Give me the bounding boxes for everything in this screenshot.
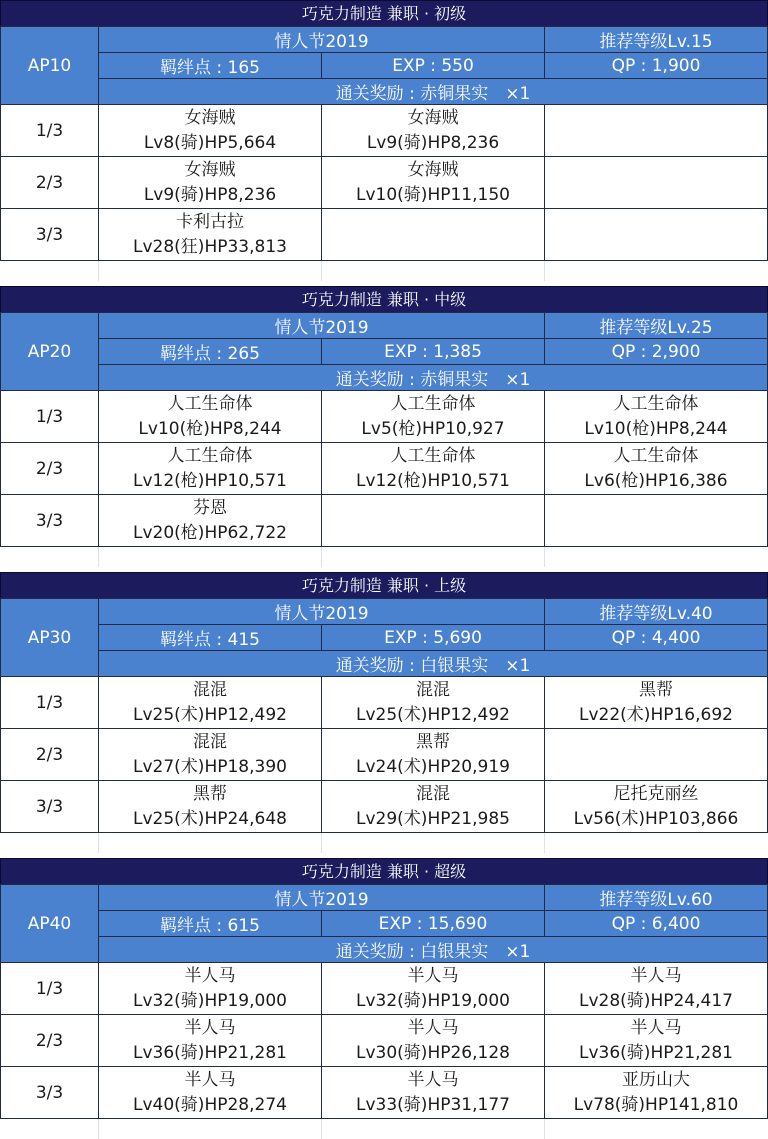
wave-label: 2/3 xyxy=(0,1014,99,1067)
enemy-stats: Lv5(枪)HP10,927 xyxy=(361,418,505,439)
exp-reward: EXP : 15,690 xyxy=(321,910,545,937)
enemy-stats: Lv6(枪)HP16,386 xyxy=(584,470,728,491)
quest-section xyxy=(0,858,768,1120)
quest-title: 巧克力制造 兼职 · 中级 xyxy=(0,286,768,314)
recommended-level: 推荐等级Lv.40 xyxy=(544,598,768,625)
wave-label: 3/3 xyxy=(0,208,99,261)
enemy-cell xyxy=(544,494,768,547)
enemy-stats: Lv10(枪)HP8,244 xyxy=(138,418,282,439)
enemy-stats: Lv12(枪)HP10,571 xyxy=(133,470,287,491)
enemy-name: 女海贼 xyxy=(184,107,236,128)
enemy-cell xyxy=(544,1066,768,1119)
exp-reward: EXP : 550 xyxy=(321,52,545,79)
enemy-stats: Lv28(狂)HP33,813 xyxy=(133,236,287,257)
quest-title: 巧克力制造 兼职 · 超级 xyxy=(0,858,768,886)
wave-label: 2/3 xyxy=(0,728,99,781)
quest-section xyxy=(0,0,768,262)
enemy-stats: Lv25(术)HP12,492 xyxy=(356,704,510,725)
enemy-stats: Lv24(术)HP20,919 xyxy=(356,756,510,777)
table-gap-divider xyxy=(0,261,99,281)
ap-cost: AP10 xyxy=(0,26,99,105)
table-gap-divider xyxy=(544,833,545,853)
table-gap-divider xyxy=(321,547,322,567)
enemy-cell xyxy=(98,1014,322,1067)
enemy-stats: Lv36(骑)HP21,281 xyxy=(579,1042,733,1063)
enemy-stats: Lv56(术)HP103,866 xyxy=(573,808,739,829)
enemy-cell xyxy=(321,962,545,1015)
clear-reward: 通关奖励 : 赤铜果实 ×1 xyxy=(98,364,768,391)
enemy-name: 人工生命体 xyxy=(390,393,476,414)
enemy-stats: Lv33(骑)HP31,177 xyxy=(356,1094,510,1115)
wave-label: 1/3 xyxy=(0,962,99,1015)
wave-label: 2/3 xyxy=(0,442,99,495)
enemy-name: 半人马 xyxy=(630,965,682,986)
enemy-cell xyxy=(321,494,545,547)
enemy-name: 半人马 xyxy=(630,1017,682,1038)
enemy-stats: Lv10(骑)HP11,150 xyxy=(356,184,510,205)
qp-reward: QP : 4,400 xyxy=(544,624,768,651)
table-gap-divider xyxy=(544,547,545,567)
enemy-name: 半人马 xyxy=(184,1017,236,1038)
bond-points: 羁绊点 : 265 xyxy=(98,338,322,365)
recommended-level: 推荐等级Lv.60 xyxy=(544,884,768,911)
enemy-name: 亚历山大 xyxy=(622,1069,690,1090)
quest-section xyxy=(0,286,768,548)
enemy-stats: Lv27(术)HP18,390 xyxy=(133,756,287,777)
event-name: 情人节2019 xyxy=(98,598,545,625)
enemy-stats: Lv40(骑)HP28,274 xyxy=(133,1094,287,1115)
table-gap-divider xyxy=(321,1119,322,1139)
enemy-cell xyxy=(544,390,768,443)
enemy-cell xyxy=(321,208,545,261)
exp-reward: EXP : 5,690 xyxy=(321,624,545,651)
enemy-stats: Lv20(枪)HP62,722 xyxy=(133,522,287,543)
enemy-stats: Lv36(骑)HP21,281 xyxy=(133,1042,287,1063)
enemy-stats: Lv9(骑)HP8,236 xyxy=(143,184,277,205)
enemy-name: 半人马 xyxy=(407,1017,459,1038)
quest-title: 巧克力制造 兼职 · 上级 xyxy=(0,572,768,600)
table-gap-divider xyxy=(544,1119,545,1139)
enemy-cell xyxy=(98,728,322,781)
enemy-cell xyxy=(321,442,545,495)
wave-label: 1/3 xyxy=(0,104,99,157)
enemy-cell xyxy=(98,494,322,547)
bond-points: 羁绊点 : 615 xyxy=(98,910,322,937)
recommended-level: 推荐等级Lv.15 xyxy=(544,26,768,53)
enemy-name: 芬恩 xyxy=(193,497,227,518)
wave-label: 3/3 xyxy=(0,780,99,833)
enemy-name: 卡利古拉 xyxy=(176,211,244,232)
table-gap-divider xyxy=(321,261,322,281)
enemy-name: 人工生命体 xyxy=(167,445,253,466)
enemy-cell xyxy=(98,208,322,261)
enemy-name: 人工生命体 xyxy=(613,445,699,466)
enemy-cell xyxy=(321,156,545,209)
enemy-name: 半人马 xyxy=(184,1069,236,1090)
wave-label: 3/3 xyxy=(0,494,99,547)
enemy-cell xyxy=(321,780,545,833)
wave-label: 3/3 xyxy=(0,1066,99,1119)
enemy-stats: Lv28(骑)HP24,417 xyxy=(579,990,733,1011)
enemy-cell xyxy=(544,104,768,157)
wave-label: 1/3 xyxy=(0,676,99,729)
event-name: 情人节2019 xyxy=(98,312,545,339)
enemy-name: 人工生命体 xyxy=(613,393,699,414)
enemy-cell xyxy=(544,442,768,495)
enemy-cell xyxy=(98,442,322,495)
qp-reward: QP : 1,900 xyxy=(544,52,768,79)
wave-label: 1/3 xyxy=(0,390,99,443)
recommended-level: 推荐等级Lv.25 xyxy=(544,312,768,339)
enemy-name: 混混 xyxy=(193,731,227,752)
enemy-cell xyxy=(321,390,545,443)
enemy-cell xyxy=(544,728,768,781)
table-gap-divider xyxy=(544,261,545,281)
enemy-name: 尼托克丽丝 xyxy=(613,783,699,804)
enemy-name: 混混 xyxy=(416,679,450,700)
table-gap-divider xyxy=(0,547,99,567)
enemy-name: 人工生命体 xyxy=(167,393,253,414)
enemy-cell xyxy=(321,104,545,157)
enemy-cell xyxy=(544,208,768,261)
enemy-cell xyxy=(98,676,322,729)
enemy-name: 半人马 xyxy=(184,965,236,986)
enemy-stats: Lv9(骑)HP8,236 xyxy=(366,132,500,153)
enemy-stats: Lv22(术)HP16,692 xyxy=(579,704,733,725)
enemy-name: 混混 xyxy=(193,679,227,700)
enemy-cell xyxy=(98,390,322,443)
enemy-cell xyxy=(98,780,322,833)
enemy-cell xyxy=(544,962,768,1015)
enemy-cell xyxy=(321,728,545,781)
enemy-cell xyxy=(544,780,768,833)
bond-points: 羁绊点 : 165 xyxy=(98,52,322,79)
enemy-stats: Lv32(骑)HP19,000 xyxy=(133,990,287,1011)
enemy-stats: Lv30(骑)HP26,128 xyxy=(356,1042,510,1063)
enemy-cell xyxy=(321,676,545,729)
enemy-stats: Lv78(骑)HP141,810 xyxy=(573,1094,739,1115)
event-name: 情人节2019 xyxy=(98,884,545,911)
qp-reward: QP : 2,900 xyxy=(544,338,768,365)
ap-cost: AP20 xyxy=(0,312,99,391)
quest-title: 巧克力制造 兼职 · 初级 xyxy=(0,0,768,28)
enemy-cell xyxy=(321,1066,545,1119)
enemy-stats: Lv25(术)HP12,492 xyxy=(133,704,287,725)
qp-reward: QP : 6,400 xyxy=(544,910,768,937)
table-gap-divider xyxy=(321,833,322,853)
clear-reward: 通关奖励 : 白银果实 ×1 xyxy=(98,936,768,963)
enemy-stats: Lv32(骑)HP19,000 xyxy=(356,990,510,1011)
enemy-name: 黑帮 xyxy=(416,731,450,752)
enemy-stats: Lv12(枪)HP10,571 xyxy=(356,470,510,491)
enemy-name: 人工生命体 xyxy=(390,445,476,466)
enemy-stats: Lv10(枪)HP8,244 xyxy=(584,418,728,439)
enemy-name: 黑帮 xyxy=(193,783,227,804)
enemy-stats: Lv25(术)HP24,648 xyxy=(133,808,287,829)
enemy-cell xyxy=(98,1066,322,1119)
quest-section xyxy=(0,572,768,834)
enemy-stats: Lv8(骑)HP5,664 xyxy=(143,132,277,153)
enemy-cell xyxy=(98,156,322,209)
exp-reward: EXP : 1,385 xyxy=(321,338,545,365)
clear-reward: 通关奖励 : 白银果实 ×1 xyxy=(98,650,768,677)
ap-cost: AP30 xyxy=(0,598,99,677)
table-gap-divider xyxy=(0,1119,99,1139)
enemy-cell xyxy=(321,1014,545,1067)
enemy-name: 女海贼 xyxy=(184,159,236,180)
enemy-stats: Lv29(术)HP21,985 xyxy=(356,808,510,829)
enemy-name: 黑帮 xyxy=(639,679,673,700)
ap-cost: AP40 xyxy=(0,884,99,963)
enemy-name: 半人马 xyxy=(407,1069,459,1090)
enemy-name: 女海贼 xyxy=(407,107,459,128)
table-gap-divider xyxy=(0,833,99,853)
enemy-cell xyxy=(544,676,768,729)
clear-reward: 通关奖励 : 赤铜果实 ×1 xyxy=(98,78,768,105)
wave-label: 2/3 xyxy=(0,156,99,209)
bond-points: 羁绊点 : 415 xyxy=(98,624,322,651)
enemy-name: 混混 xyxy=(416,783,450,804)
enemy-cell xyxy=(98,962,322,1015)
enemy-cell xyxy=(544,1014,768,1067)
event-name: 情人节2019 xyxy=(98,26,545,53)
enemy-cell xyxy=(544,156,768,209)
enemy-name: 女海贼 xyxy=(407,159,459,180)
enemy-name: 半人马 xyxy=(407,965,459,986)
enemy-cell xyxy=(98,104,322,157)
